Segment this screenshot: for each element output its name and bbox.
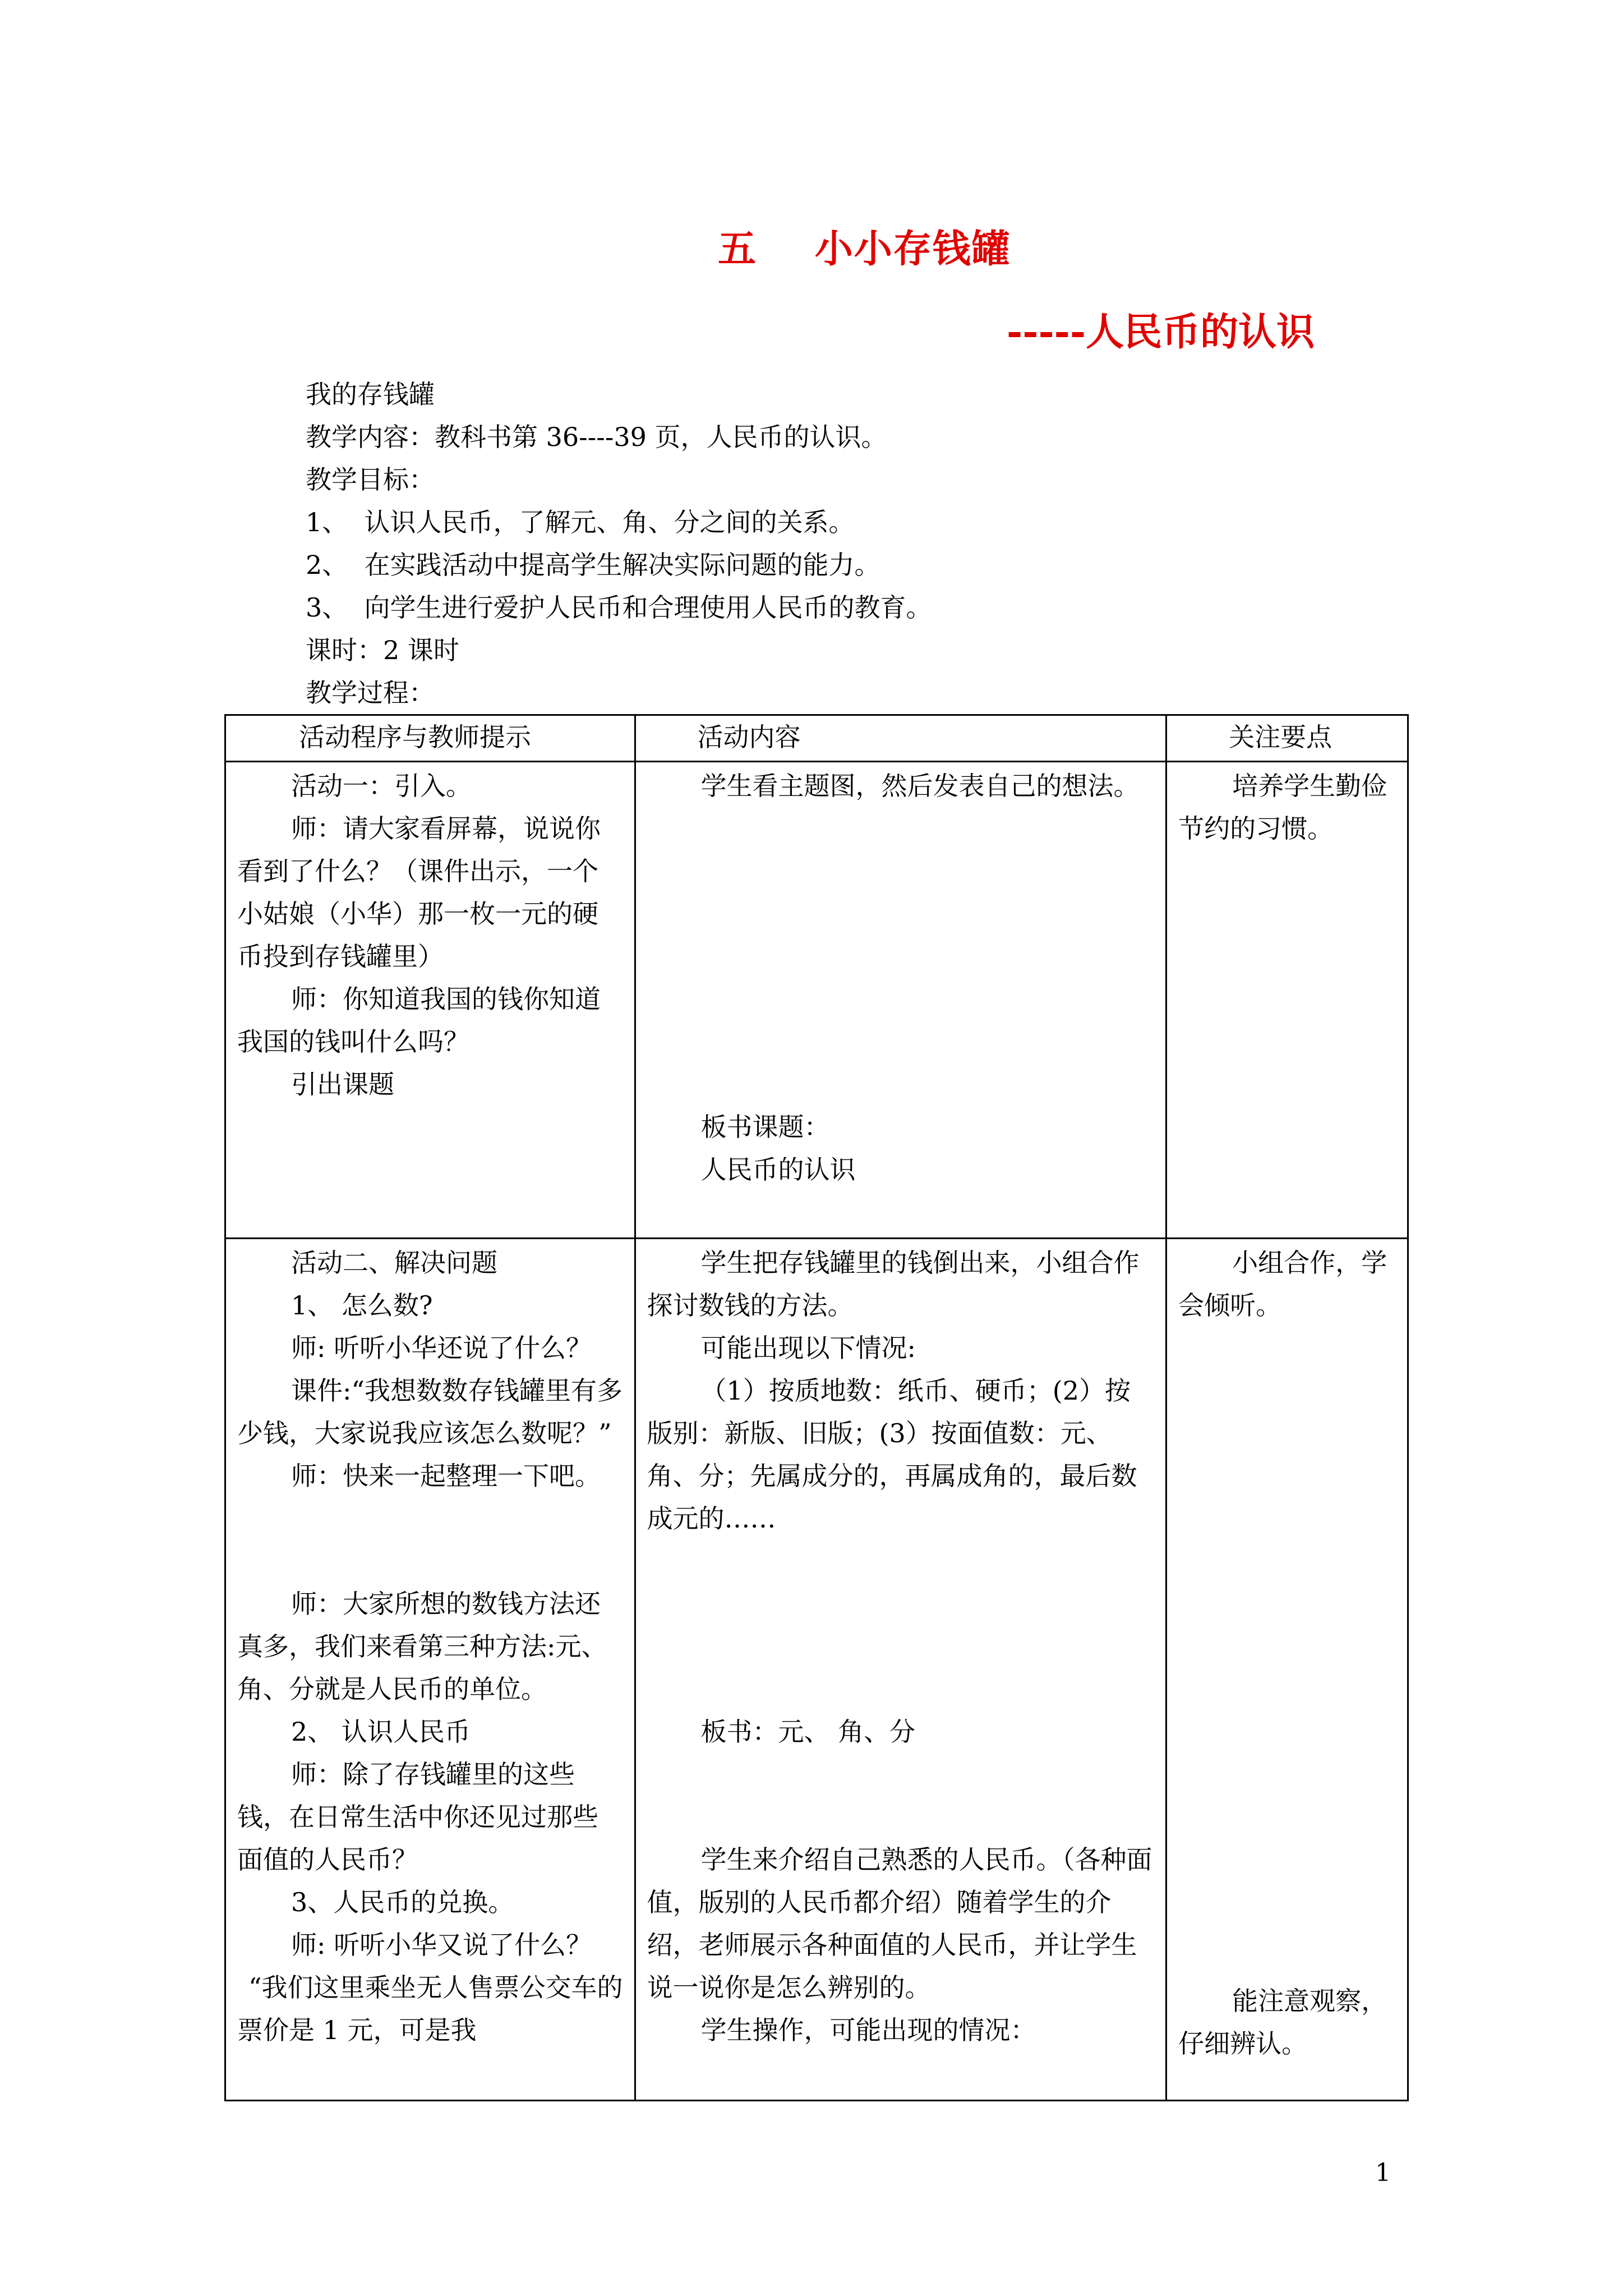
cell-paragraph: 引出课题 [291,1069,394,1099]
table-cell [1166,1239,1408,2101]
class-hours: 课时：2 课时 [306,635,459,665]
cell-paragraph: “我们这里乘坐无人售票公交车的票价是 1 元，可是我 [237,1972,623,2045]
table-cell [1166,762,1408,1239]
cell-paragraph: 学生把存钱罐里的钱倒出来，小组合作探讨数钱的方法。 [647,1248,1140,1320]
column-header: 活动内容 [635,715,1166,762]
table-header-row [225,715,1408,762]
cell-paragraph: 3、人民币的兑换。 [291,1887,514,1917]
goal-item: 3、 向学生进行爱护人民币和合理使用人民币的教育。 [306,592,932,623]
teaching-content: 教学内容：教科书第 36----39 页，人民币的认识。 [306,422,887,452]
cell-paragraph: 师: 听听小华又说了什么？ [291,1930,592,1960]
process-label: 教学过程： [306,678,435,708]
cell-paragraph: 师：你知道我国的钱你知道我国的钱叫什么吗？ [237,984,601,1057]
lesson-plan-table [224,714,1409,2101]
table-cell [635,1239,1166,2101]
unit-name: 我的存钱罐 [306,379,435,409]
goal-item: 1、 认识人民币，了解元、角、分之间的关系。 [306,507,855,537]
cell-paragraph: 可能出现以下情况: [700,1333,916,1363]
table-cell [225,762,635,1239]
column-header: 活动程序与教师提示 [225,715,635,762]
cell-paragraph: 师：请大家看屏幕，说说你看到了什么？（课件出示，一个小姑娘（小华）那一枚一元的硬币投到存钱罐里） [237,813,601,972]
cell-paragraph: 活动一：引入。 [291,771,472,801]
cell-paragraph: 课件:“我想数数存钱罐里有多少钱，大家说我应该怎么数呢？” [237,1375,623,1448]
cell-paragraph: 师: 听听小华还说了什么？ [291,1333,592,1363]
cell-paragraph: 学生来介绍自己熟悉的人民币。（各种面值，版别的人民币都介绍）随着学生的介绍，老师展示各种面值的人民币，并让学生说一说你是怎么辨别的。 [647,1844,1152,2003]
document-subtitle: -----人民币的认识 [1007,310,1315,355]
table-cell [225,1239,635,2101]
document-title: 五 小小存钱罐 [718,227,1011,272]
cell-paragraph: 板书：元、 角、分 [700,1717,916,1747]
column-header: 关注要点 [1166,715,1408,762]
page-number: 1 [1375,2159,1391,2187]
intro-section [306,373,1427,714]
cell-paragraph: 学生看主题图，然后发表自己的想法。 [700,771,1140,801]
cell-paragraph: 能注意观察，仔细辨认。 [1178,1986,1387,2059]
cell-paragraph: （1）按质地数：纸币、硬币；(2）按版别：新版、旧版；(3）按面值数：元、角、分；先属成分的，再属成角的，最后数成元的…… [647,1375,1137,1534]
table-row [225,1239,1408,2101]
cell-paragraph: 2、 认识人民币 [291,1717,471,1747]
table-cell [635,762,1166,1239]
table-row [225,762,1408,1239]
cell-paragraph: 培养学生勤俭节约的习惯。 [1178,771,1387,844]
cell-paragraph: 学生操作，可能出现的情况： [700,2015,1036,2045]
cell-paragraph: 人民币的认识 [700,1154,856,1185]
cell-paragraph: 1、 怎么数? [291,1290,433,1320]
cell-paragraph: 师：大家所想的数钱方法还真多，我们来看第三种方法:元、角、分就是人民币的单位。 [237,1589,607,1704]
cell-paragraph: 师：除了存钱罐里的这些钱，在日常生活中你还见过那些面值的人民币？ [237,1759,598,1875]
goals-label: 教学目标： [306,464,435,495]
goal-item: 2、 在实践活动中提高学生解决实际问题的能力。 [306,550,880,580]
cell-paragraph: 师：快来一起整理一下吧。 [291,1461,601,1491]
cell-paragraph: 板书课题： [700,1112,830,1142]
cell-paragraph: 小组合作，学会倾听。 [1178,1248,1387,1320]
cell-paragraph: 活动二、解决问题 [291,1248,497,1278]
